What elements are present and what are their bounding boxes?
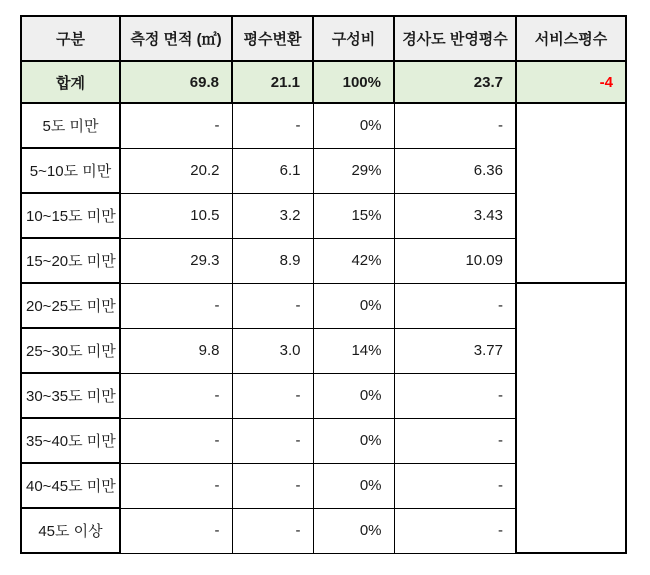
final-work-pyeong-line1: 최종 [551,168,591,190]
header-service-pyeong: 서비스평수 [516,16,626,61]
category-cell: 35~40도 미만 [21,418,120,463]
header-pyeong-conversion: 평수변환 [232,16,313,61]
total-service-pyeong: -4 [516,61,626,103]
final-work-pyeong-line2: 작업 평수 [529,195,613,217]
total-ratio: 100% [313,61,394,103]
pyeong-cell: - [232,508,313,553]
total-label: 합계 [21,61,120,103]
total-area: 69.8 [120,61,232,103]
area-cell: 9.8 [120,328,232,373]
header-category: 구분 [21,16,120,61]
slope-pyeong-cell: - [394,508,516,553]
table-row [21,283,626,328]
table-row [21,103,626,148]
area-cell: - [120,508,232,553]
total-row [21,61,626,103]
area-cell: - [120,283,232,328]
header-row [21,16,626,61]
slope-area-table [20,15,627,554]
pyeong-cell: 3.2 [232,193,313,238]
pyeong-cell: - [232,103,313,148]
area-cell: - [120,463,232,508]
header-slope-pyeong: 경사도 반영평수 [394,16,516,61]
ratio-cell: 0% [313,508,394,553]
ratio-cell: 29% [313,148,394,193]
pyeong-cell: - [232,463,313,508]
slope-pyeong-cell: - [394,463,516,508]
ratio-cell: 0% [313,463,394,508]
ratio-cell: 14% [313,328,394,373]
header-measured-area: 측정 면적 (㎡) [120,16,232,61]
area-cell: 20.2 [120,148,232,193]
category-cell: 10~15도 미만 [21,193,120,238]
pyeong-cell: - [232,418,313,463]
ratio-cell: 0% [313,418,394,463]
slope-pyeong-cell: - [394,103,516,148]
final-pyeong-result-cell: 20평 [516,283,626,553]
area-cell: 29.3 [120,238,232,283]
ratio-cell: 0% [313,283,394,328]
category-cell: 25~30도 미만 [21,328,120,373]
area-cell: - [120,418,232,463]
pyeong-cell: - [232,373,313,418]
header-composition-ratio: 구성비 [313,16,394,61]
slope-area-table-container [20,15,627,554]
final-work-pyeong-cell [516,103,626,283]
pyeong-cell: 3.0 [232,328,313,373]
category-cell: 15~20도 미만 [21,238,120,283]
category-cell: 30~35도 미만 [21,373,120,418]
category-cell: 20~25도 미만 [21,283,120,328]
slope-pyeong-cell: 3.77 [394,328,516,373]
slope-pyeong-cell: - [394,418,516,463]
ratio-cell: 42% [313,238,394,283]
ratio-cell: 15% [313,193,394,238]
pyeong-cell: 8.9 [232,238,313,283]
pyeong-cell: - [232,283,313,328]
slope-pyeong-cell: - [394,373,516,418]
area-cell: - [120,103,232,148]
slope-pyeong-cell: 10.09 [394,238,516,283]
category-cell: 5~10도 미만 [21,148,120,193]
total-slope-pyeong: 23.7 [394,61,516,103]
slope-pyeong-cell: - [394,283,516,328]
slope-pyeong-cell: 6.36 [394,148,516,193]
total-pyeong: 21.1 [232,61,313,103]
ratio-cell: 0% [313,373,394,418]
area-cell: 10.5 [120,193,232,238]
pyeong-cell: 6.1 [232,148,313,193]
area-cell: - [120,373,232,418]
category-cell: 40~45도 미만 [21,463,120,508]
category-cell: 45도 이상 [21,508,120,553]
category-cell: 5도 미만 [21,103,120,148]
ratio-cell: 0% [313,103,394,148]
slope-pyeong-cell: 3.43 [394,193,516,238]
